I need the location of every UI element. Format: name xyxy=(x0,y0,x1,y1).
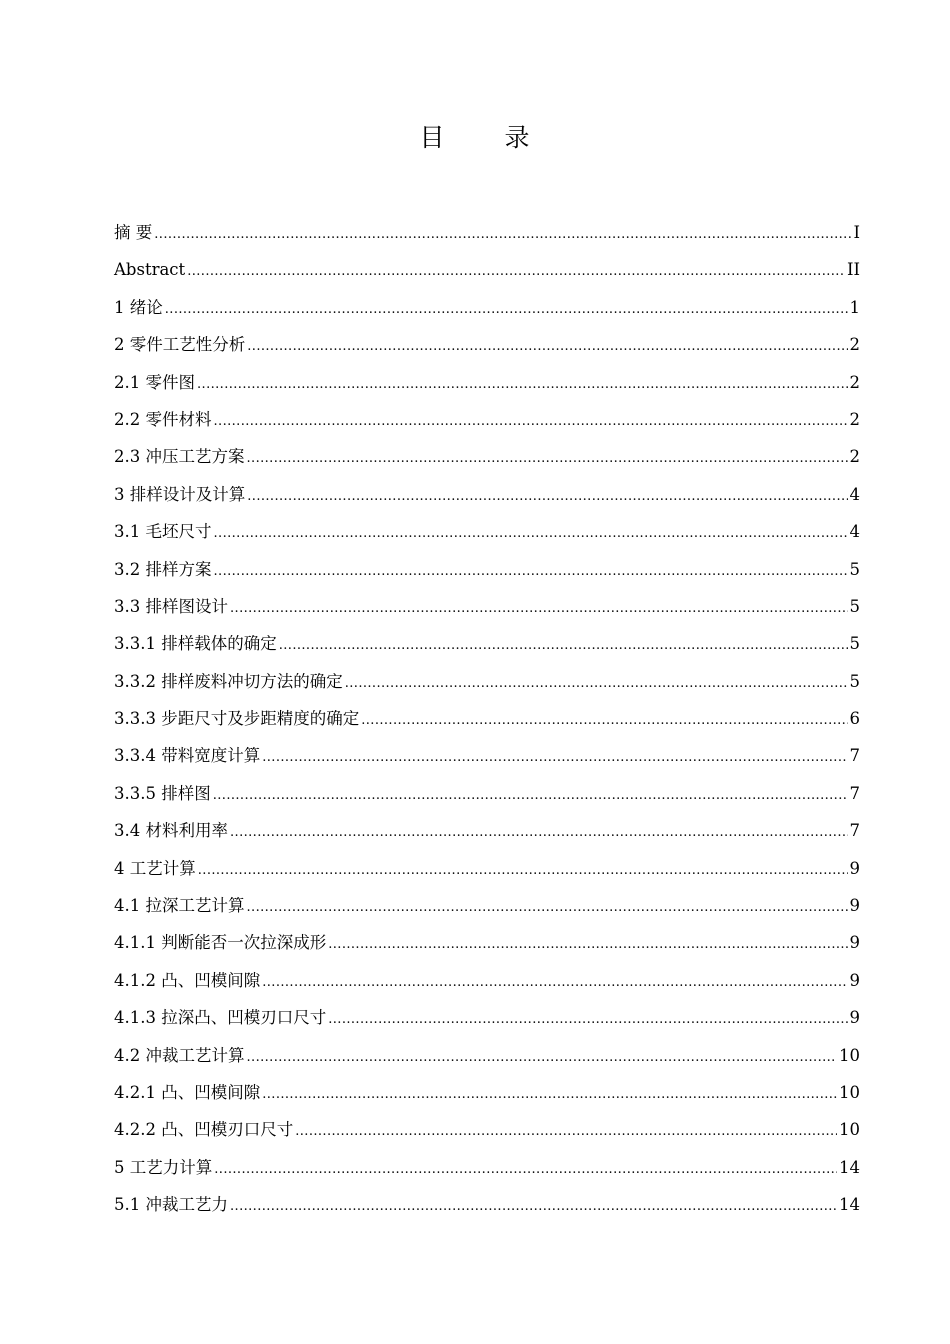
toc-dot-leader xyxy=(247,328,847,365)
toc-entry[interactable] xyxy=(114,999,860,1036)
toc-entry-page: 2 xyxy=(849,335,860,355)
toc-dot-leader xyxy=(345,665,848,702)
toc-dot-leader xyxy=(214,553,848,590)
toc-entry-label: 4 工艺计算 xyxy=(114,858,196,878)
toc-entry-label: 3.3.3 步距尺寸及步距精度的确定 xyxy=(114,709,360,729)
toc-entry[interactable] xyxy=(114,962,860,999)
toc-entry[interactable] xyxy=(114,737,860,774)
toc-dot-leader xyxy=(247,889,848,926)
toc-entry-page: 7 xyxy=(849,821,860,841)
toc-dot-leader xyxy=(262,964,847,1001)
toc-entry-label: 3.3.5 排样图 xyxy=(114,783,211,803)
toc-entry-label: 3.2 排样方案 xyxy=(114,559,212,579)
toc-entry-page: I xyxy=(853,223,860,242)
toc-entry-page: 10 xyxy=(839,1120,860,1140)
toc-entry-page: 5 xyxy=(849,671,860,691)
toc-entry-label: 3.3.2 排样废料冲切方法的确定 xyxy=(114,671,343,691)
toc-entry-page: 14 xyxy=(839,1195,860,1215)
toc-dot-leader xyxy=(165,291,848,328)
toc-entry-label: 2.3 冲压工艺方案 xyxy=(114,447,245,467)
toc-dot-leader xyxy=(247,440,848,477)
toc-entry-page: 9 xyxy=(849,1008,860,1028)
toc-entry[interactable] xyxy=(114,663,860,700)
toc-entry-label: 2.2 零件材料 xyxy=(114,409,212,429)
toc-entry-page: 9 xyxy=(849,933,860,953)
toc-entry[interactable] xyxy=(114,513,860,550)
toc-dot-leader xyxy=(214,515,848,552)
toc-entry-page: 7 xyxy=(849,746,860,766)
toc-entry[interactable] xyxy=(114,700,860,737)
toc-entry-page: 4 xyxy=(849,484,860,504)
toc-entry-page: 6 xyxy=(849,709,860,729)
toc-entry-page: 5 xyxy=(849,596,860,616)
toc-dot-leader xyxy=(247,1039,838,1076)
toc-dot-leader xyxy=(230,1188,837,1225)
toc-entry-label: 4.2.1 凸、凹模间隙 xyxy=(114,1082,261,1102)
toc-entry-label: 4.1 拉深工艺计算 xyxy=(114,896,245,916)
toc-entry-label: 1 绪论 xyxy=(114,297,163,317)
toc-entry-label: 4.2.2 凸、凹模刃口尺寸 xyxy=(114,1120,294,1140)
toc-entry-page: 2 xyxy=(849,372,860,392)
toc-entry[interactable] xyxy=(114,401,860,438)
toc-entry-label: 3.3 排样图设计 xyxy=(114,596,228,616)
toc-dot-leader xyxy=(197,366,848,403)
toc-dot-leader xyxy=(262,739,847,776)
toc-dot-leader xyxy=(230,814,848,851)
toc-entry-label: 2 零件工艺性分析 xyxy=(114,335,246,355)
toc-entry[interactable] xyxy=(114,812,860,849)
toc-entry-label: 3 排样设计及计算 xyxy=(114,484,246,504)
toc-entry-page: 9 xyxy=(849,858,860,878)
toc-dot-leader xyxy=(247,478,847,515)
toc-entry[interactable] xyxy=(114,1037,860,1074)
toc-dot-leader xyxy=(214,1151,837,1188)
toc-entry[interactable] xyxy=(114,438,860,475)
toc-entry[interactable] xyxy=(114,625,860,662)
toc-dot-leader xyxy=(295,1113,837,1150)
toc-title: 目 录 xyxy=(419,123,556,152)
toc-dot-leader xyxy=(230,590,848,627)
toc-entry[interactable] xyxy=(114,251,860,288)
toc-list xyxy=(114,214,860,1224)
toc-entry[interactable] xyxy=(114,924,860,961)
toc-entry-label: 3.1 毛坯尺寸 xyxy=(114,522,212,542)
toc-entry-label: 4.1.1 判断能否一次拉深成形 xyxy=(114,933,327,953)
toc-entry-page: 4 xyxy=(849,522,860,542)
toc-entry[interactable] xyxy=(114,775,860,812)
toc-dot-leader xyxy=(214,403,848,440)
toc-entry-label: 4.2 冲裁工艺计算 xyxy=(114,1045,245,1065)
toc-entry-label: 4.1.2 凸、凹模间隙 xyxy=(114,970,261,990)
toc-dot-leader xyxy=(361,702,847,739)
toc-entry[interactable] xyxy=(114,850,860,887)
toc-entry-page: 14 xyxy=(839,1157,860,1177)
toc-entry-page: 10 xyxy=(839,1082,860,1102)
toc-entry-label: 2.1 零件图 xyxy=(114,372,195,392)
toc-entry-label: 3.3.4 带料宽度计算 xyxy=(114,746,261,766)
toc-entry-page: 5 xyxy=(849,559,860,579)
toc-dot-leader xyxy=(328,1001,847,1038)
toc-entry-page: 9 xyxy=(849,970,860,990)
toc-entry[interactable] xyxy=(114,1074,860,1111)
toc-entry-page: 5 xyxy=(849,634,860,654)
toc-dot-leader xyxy=(328,926,847,963)
toc-dot-leader xyxy=(279,627,848,664)
toc-entry-label: 3.4 材料利用率 xyxy=(114,821,228,841)
toc-entry[interactable] xyxy=(114,326,860,363)
toc-entry-label: 摘 要 xyxy=(114,223,153,242)
toc-entry-page: 1 xyxy=(849,297,860,317)
toc-entry[interactable] xyxy=(114,289,860,326)
toc-entry[interactable] xyxy=(114,1111,860,1148)
toc-entry-page: 10 xyxy=(839,1045,860,1065)
toc-entry-label: 4.1.3 拉深凸、凹模刃口尺寸 xyxy=(114,1008,327,1028)
toc-entry[interactable] xyxy=(114,588,860,625)
toc-dot-leader xyxy=(262,1076,837,1113)
toc-entry-page: II xyxy=(846,260,860,280)
toc-dot-leader xyxy=(198,852,848,889)
toc-entry-label: 5.1 冲裁工艺力 xyxy=(114,1195,228,1215)
toc-entry-page: 2 xyxy=(849,447,860,467)
toc-entry[interactable] xyxy=(114,364,860,401)
toc-dot-leader xyxy=(213,777,848,814)
toc-entry-label: 3.3.1 排样载体的确定 xyxy=(114,634,277,654)
toc-entry[interactable] xyxy=(114,551,860,588)
toc-entry[interactable] xyxy=(114,1186,860,1223)
toc-entry[interactable] xyxy=(114,1149,860,1186)
toc-dot-leader xyxy=(154,216,851,253)
toc-entry-label: 5 工艺力计算 xyxy=(114,1157,213,1177)
toc-entry-page: 9 xyxy=(849,896,860,916)
toc-entry[interactable] xyxy=(114,476,860,513)
toc-entry-page: 7 xyxy=(849,783,860,803)
toc-entry-label: Abstract xyxy=(114,260,186,280)
toc-dot-leader xyxy=(187,253,845,290)
toc-entry-page: 2 xyxy=(849,409,860,429)
toc-entry[interactable] xyxy=(114,214,860,251)
toc-entry[interactable] xyxy=(114,887,860,924)
